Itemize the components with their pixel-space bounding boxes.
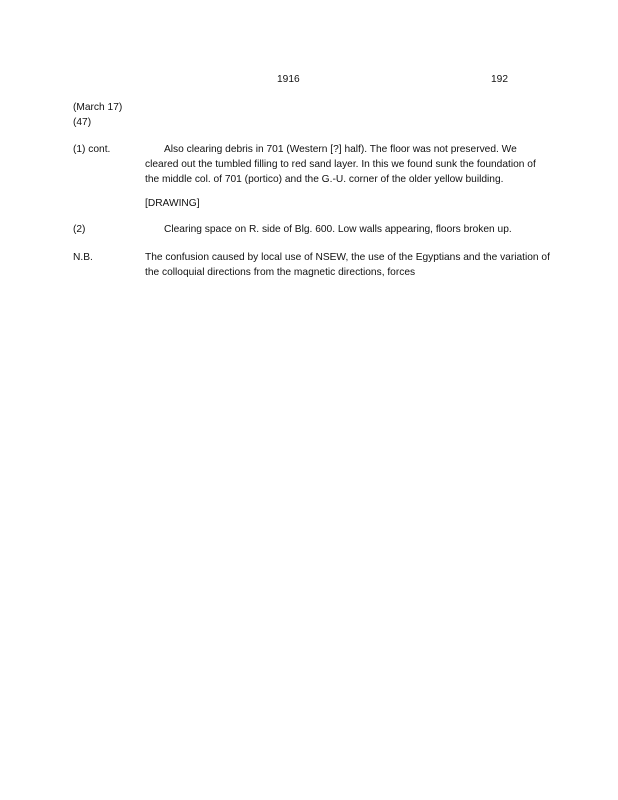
entry-date: (March 17) — [73, 102, 123, 113]
entry-line: cleared out the tumbled filling to red sand layer. In this we found sunk the foundation of — [145, 159, 536, 170]
page-year: 1916 — [277, 74, 300, 85]
entry-body — [145, 196, 550, 211]
entry-label: (2) — [73, 224, 86, 235]
entry-label: (1) cont. — [73, 144, 111, 155]
entry-line: The confusion caused by local use of NSEW, the use of the Egyptians and the variation of — [145, 252, 550, 263]
entry-line: the middle col. of 701 (portico) and the G.-U. corner of the older yellow building. — [145, 174, 504, 185]
entry-body — [145, 250, 550, 280]
entry-label: N.B. — [73, 252, 93, 263]
entry-line: Clearing space on R. side of Blg. 600. Low walls appearing, floors broken up. — [164, 224, 512, 235]
drawing-label: [DRAWING] — [145, 198, 200, 209]
page-number: 192 — [491, 74, 508, 85]
entry-line: the colloquial directions from the magnetic directions, forces — [145, 267, 416, 278]
entry-line: Also clearing debris in 701 (Western [?] half). The floor was not preserved. We — [164, 144, 517, 155]
entry-body — [145, 222, 550, 237]
entry-number: (47) — [73, 117, 92, 128]
entry-body — [145, 142, 550, 187]
